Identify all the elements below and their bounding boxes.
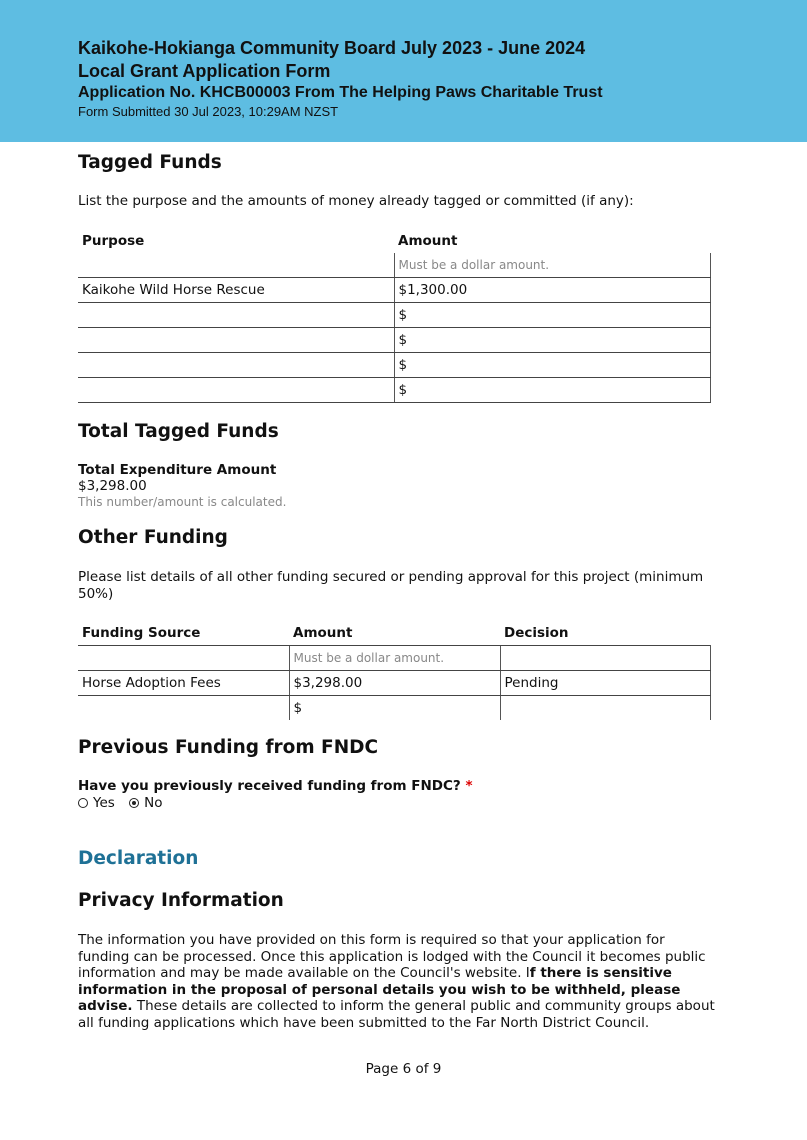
amount-cell[interactable]: $ xyxy=(394,303,710,328)
table-hint-row xyxy=(78,646,710,671)
amount-hint: Must be a dollar amount. xyxy=(289,646,500,671)
tagged-funds-intro: List the purpose and the amounts of money already tagged or committed (if any): xyxy=(78,193,634,209)
decision-cell[interactable]: Pending xyxy=(500,671,710,696)
form-title: Local Grant Application Form xyxy=(78,61,331,81)
purpose-hint-cell xyxy=(78,253,394,278)
other-funding-table xyxy=(78,621,711,720)
column-header-amount: Amount xyxy=(398,233,458,249)
previous-funding-question xyxy=(78,778,473,795)
tagged-funds-table xyxy=(78,229,711,403)
privacy-statement xyxy=(78,932,718,1031)
radio-checked-icon xyxy=(129,798,139,808)
purpose-cell[interactable] xyxy=(78,378,394,403)
table-header-row xyxy=(78,621,710,646)
table-row xyxy=(78,671,710,696)
table-header-row xyxy=(78,229,710,253)
purpose-cell[interactable] xyxy=(78,353,394,378)
section-heading-previous-funding: Previous Funding from FNDC xyxy=(78,737,379,758)
amount-hint: Must be a dollar amount. xyxy=(394,253,710,278)
amount-cell[interactable]: $1,300.00 xyxy=(394,278,710,303)
amount-cell[interactable]: $3,298.00 xyxy=(289,671,500,696)
privacy-text-part2: These details are collected to inform the general public and community groups about all funding applications which have been submitted to the Far North District Council. xyxy=(78,998,715,1031)
amount-cell[interactable]: $ xyxy=(289,696,500,721)
total-expenditure-label: Total Expenditure Amount xyxy=(78,462,277,478)
purpose-cell[interactable]: Kaikohe Wild Horse Rescue xyxy=(78,278,394,303)
radio-no-label: No xyxy=(144,795,163,811)
table-row xyxy=(78,353,710,378)
board-title: Kaikohe-Hokianga Community Board July 2023 - June 2024 xyxy=(78,38,586,58)
table-row xyxy=(78,696,710,721)
section-heading-total-tagged-funds: Total Tagged Funds xyxy=(78,421,279,442)
section-heading-tagged-funds: Tagged Funds xyxy=(78,152,222,173)
column-header-purpose: Purpose xyxy=(82,233,145,249)
radio-no[interactable] xyxy=(129,795,162,812)
section-heading-other-funding: Other Funding xyxy=(78,527,228,548)
radio-yes-label: Yes xyxy=(93,795,115,811)
table-row xyxy=(78,378,710,403)
purpose-cell[interactable] xyxy=(78,328,394,353)
calculated-note: This number/amount is calculated. xyxy=(78,495,287,509)
decision-hint-cell xyxy=(500,646,710,671)
funding-source-cell[interactable]: Horse Adoption Fees xyxy=(78,671,289,696)
decision-cell[interactable] xyxy=(500,696,710,721)
question-text: Have you previously received funding from FNDC? xyxy=(78,778,461,794)
table-row xyxy=(78,303,710,328)
radio-yes[interactable] xyxy=(78,795,115,812)
funding-source-cell[interactable] xyxy=(78,696,289,721)
amount-cell[interactable]: $ xyxy=(394,353,710,378)
submitted-timestamp: Form Submitted 30 Jul 2023, 10:29AM NZST xyxy=(78,104,339,119)
column-header-funding-source: Funding Source xyxy=(82,625,201,641)
purpose-cell[interactable] xyxy=(78,303,394,328)
privacy-text-part1: The information you have provided on this form is required so that your application for funding can be processed. Once this application is lodged with the Council it becomes public information and may be made available on the Council's website. I xyxy=(78,932,706,981)
previous-funding-radio-group xyxy=(78,795,172,813)
column-header-decision: Decision xyxy=(504,625,569,641)
application-number: Application No. KHCB00003 From The Helping Paws Charitable Trust xyxy=(78,84,603,101)
table-row xyxy=(78,328,710,353)
page-number: Page 6 of 9 xyxy=(365,1061,442,1077)
column-header-amount: Amount xyxy=(293,625,353,641)
radio-unchecked-icon xyxy=(78,798,88,808)
other-funding-intro: Please list details of all other funding secured or pending approval for this project (minimum 50%) xyxy=(78,569,704,602)
required-marker: * xyxy=(465,778,473,794)
privacy-text-bold: f there is sensitive information in the proposal of personal details you wish to be withheld, please advise. xyxy=(78,965,681,1014)
form-header xyxy=(0,0,807,142)
amount-cell[interactable]: $ xyxy=(394,378,710,403)
amount-cell[interactable]: $ xyxy=(394,328,710,353)
table-hint-row xyxy=(78,253,710,278)
source-hint-cell xyxy=(78,646,289,671)
table-row xyxy=(78,278,710,303)
section-heading-declaration: Declaration xyxy=(78,848,199,869)
total-expenditure-value: $3,298.00 xyxy=(78,478,147,494)
section-heading-privacy-information: Privacy Information xyxy=(78,890,284,911)
